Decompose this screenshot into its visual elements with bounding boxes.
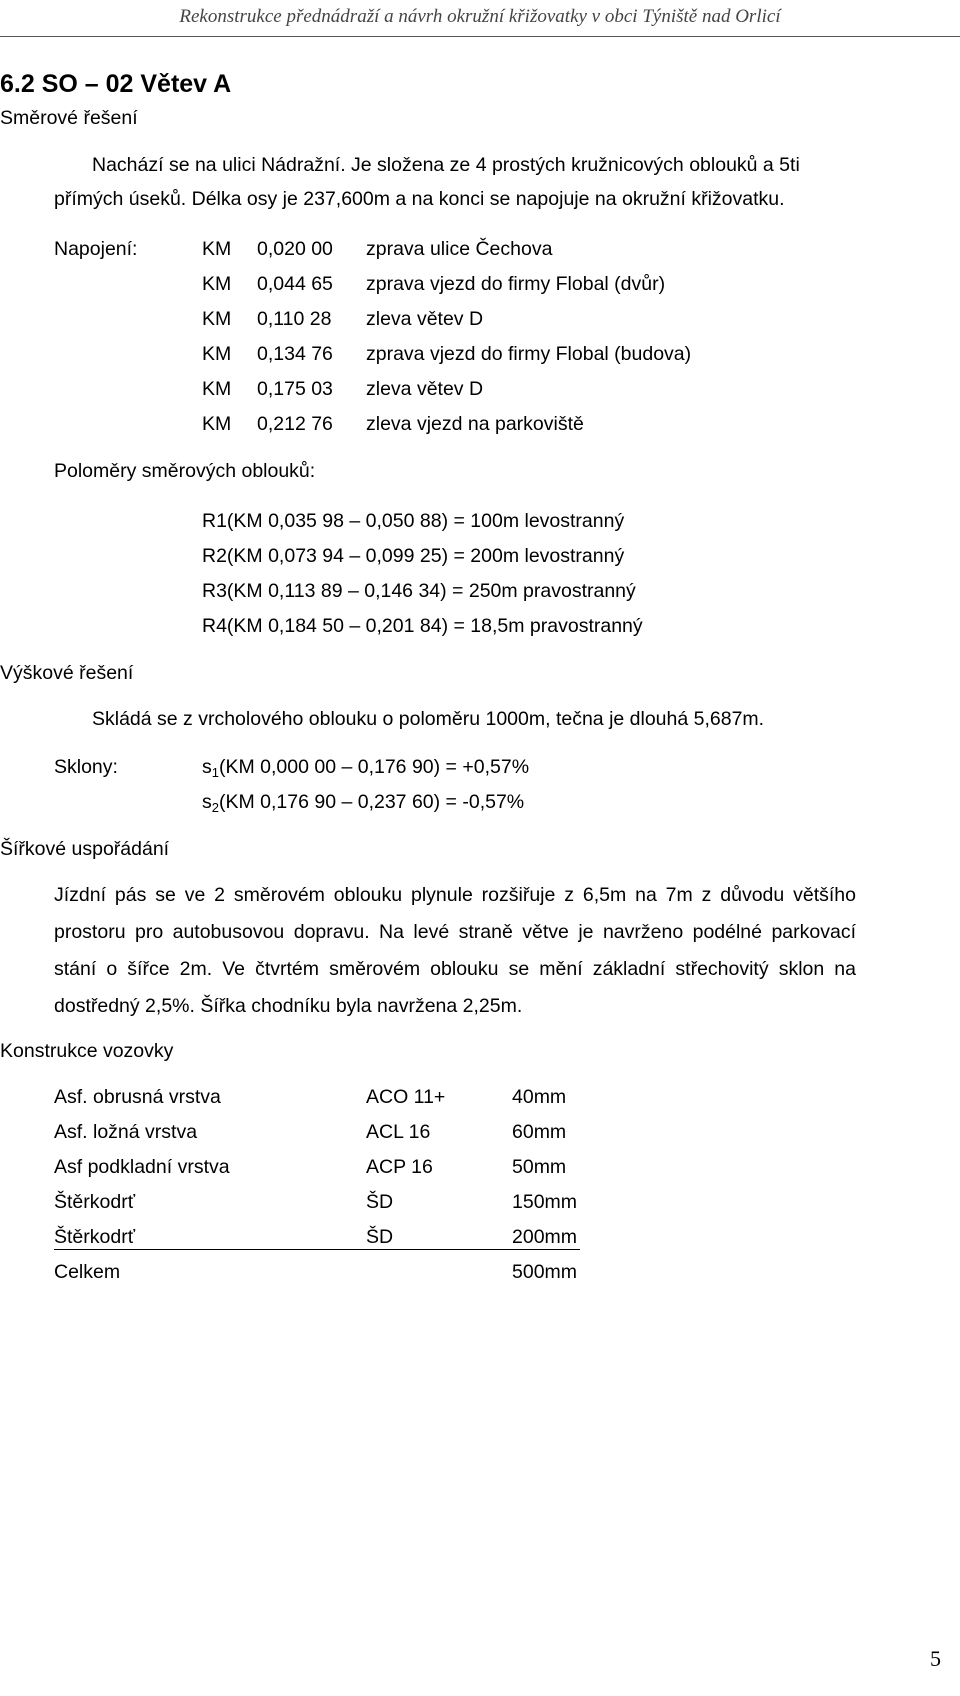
napojeni-desc: zleva větev D (366, 308, 484, 330)
layer-name: Štěrkodrť (54, 1191, 136, 1213)
napojeni-value: 0,212 76 (257, 413, 333, 435)
slope-row: $s_2(KM$ 0,176 90 – 0,237 60) = -0,57% (202, 791, 525, 815)
sirkove-line: stání o šířce 2m. Ve čtvrtém směrovém oblouku se mění základní střechovitý sklon na (54, 958, 856, 980)
layer-name: Asf. ložná vrstva (54, 1121, 198, 1143)
page-number: 5 (930, 1646, 941, 1671)
napojeni-km: KM (202, 308, 232, 330)
polomery-label: Poloměry směrových oblouků: (54, 460, 316, 482)
radius-row: R1(KM 0,035 98 – 0,050 88) = 100m levostranný (202, 510, 625, 532)
napojeni-desc: zprava vjezd do firmy Flobal (budova) (366, 343, 692, 365)
sirkove-line: prostoru pro autobusovou dopravu. Na levé straně větve je navrženo podélné parkovací (54, 921, 856, 943)
napojeni-km: KM (202, 273, 232, 295)
running-header: Rekonstrukce přednádraží a návrh okružní křižovatky v obci Týniště nad Orlicí (179, 6, 781, 27)
heading-vyskove-reseni: Výškové řešení (0, 662, 134, 684)
napojeni-km: KM (202, 238, 232, 260)
paragraph-line-2: přímých úseků. Délka osy je 237,600m a na konci se napojuje na okružní křižovatku. (54, 188, 785, 210)
napojeni-value: 0,175 03 (257, 378, 333, 400)
heading-sirkove-usporadani: Šířkové uspořádání (0, 838, 170, 860)
layer-code: ŠD (366, 1226, 394, 1248)
napojeni-label: Napojení: (54, 238, 138, 260)
paragraph-line-1: Nachází se na ulici Nádražní. Je složena ze 4 prostých kružnicových oblouků a 5ti (92, 154, 800, 176)
napojeni-desc: zprava vjezd do firmy Flobal (dvůr) (366, 273, 666, 295)
layer-thickness: 40mm (512, 1086, 567, 1108)
layer-thickness: 150mm (512, 1191, 578, 1213)
layer-name: Asf podkladní vrstva (54, 1156, 230, 1178)
vyskove-text: Skládá se z vrcholového oblouku o poloměru 1000m, tečna je dlouhá 5,687m. (92, 708, 765, 730)
heading-smerove-reseni: Směrové řešení (0, 107, 138, 129)
layer-thickness: 50mm (512, 1156, 567, 1178)
radius-row: R3(KM 0,113 89 – 0,146 34) = 250m pravostranný (202, 580, 636, 602)
sirkove-line: dostředný 2,5%. Šířka chodníku byla navržena 2,25m. (54, 995, 523, 1017)
napojeni-km: KM (202, 343, 232, 365)
layer-name: Asf. obrusná vrstva (54, 1086, 221, 1108)
napojeni-value: 0,134 76 (257, 343, 333, 365)
napojeni-km: KM (202, 413, 232, 435)
slope-row: $s_1(KM$ 0,000 00 – 0,176 90) = +0,57% (202, 756, 530, 780)
sirkove-line: Jízdní pás se ve 2 směrovém oblouku plynule rozšiřuje z 6,5m na 7m z důvodu většího (54, 884, 856, 906)
radius-row: R4(KM 0,184 50 – 0,201 84) = 18,5m pravostranný (202, 615, 643, 637)
layer-code: ACL 16 (366, 1121, 431, 1143)
radius-row: R2(KM 0,073 94 – 0,099 25) = 200m levostranný (202, 545, 625, 567)
napojeni-desc: zleva větev D (366, 378, 484, 400)
layer-code: ACP 16 (366, 1156, 433, 1178)
section-title: 6.2 SO – 02 Větev A (0, 70, 232, 98)
napojeni-km: KM (202, 378, 232, 400)
layer-code: ŠD (366, 1191, 394, 1213)
napojeni-value: 0,110 28 (257, 308, 332, 330)
napojeni-desc: zleva vjezd na parkoviště (366, 413, 584, 435)
sum-underline (54, 1249, 580, 1250)
layer-thickness: 500mm (512, 1261, 578, 1283)
napojeni-value: 0,044 65 (257, 273, 333, 295)
layer-code: ACO 11+ (366, 1086, 446, 1108)
layer-name: Celkem (54, 1261, 121, 1283)
sklony-label: Sklony: (54, 756, 118, 778)
napojeni-value: 0,020 00 (257, 238, 333, 260)
napojeni-desc: zprava ulice Čechova (366, 238, 553, 260)
layer-thickness: 200mm (512, 1226, 578, 1248)
header-rule (0, 36, 960, 37)
layer-thickness: 60mm (512, 1121, 567, 1143)
heading-konstrukce-vozovky: Konstrukce vozovky (0, 1040, 174, 1062)
layer-name: Štěrkodrť (54, 1226, 136, 1248)
